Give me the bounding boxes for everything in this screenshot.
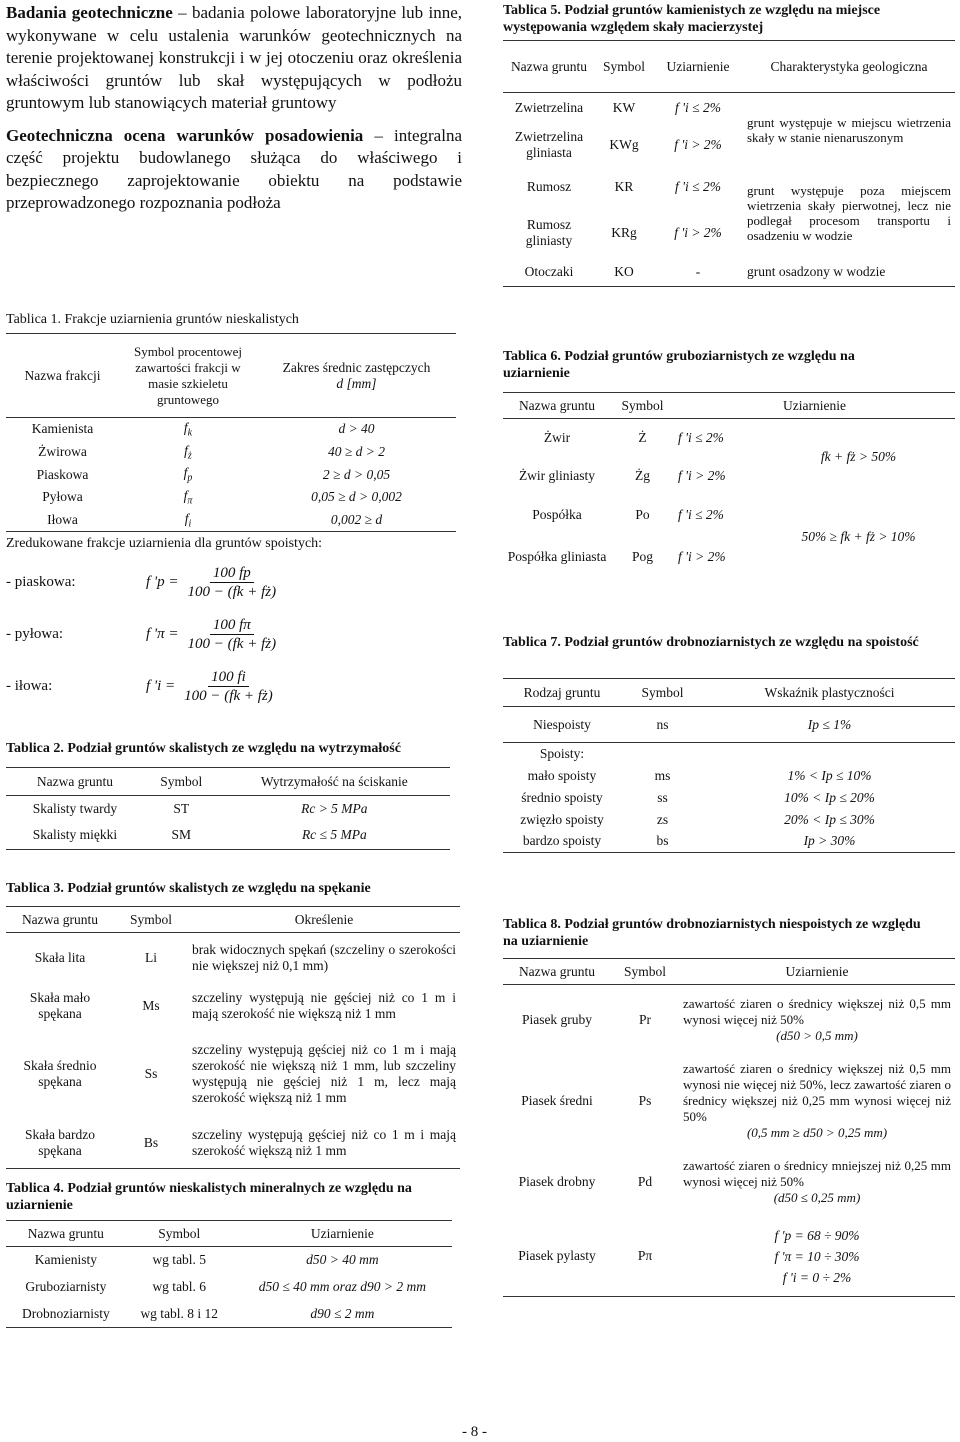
term-badania: Badania geotechniczne (6, 3, 173, 22)
table1-cell: 2 ≥ d > 0,05 (322, 466, 391, 482)
table-row (503, 259, 955, 287)
formula-denominator: 100 − (fk + fż) (187, 583, 277, 600)
table6-cell: Żwir gliniasty (518, 467, 596, 483)
formula-label: - pyłowa: (6, 625, 64, 642)
table4-header-symbol: Symbol (126, 1221, 233, 1247)
table6-header-name: Nazwa gruntu (503, 393, 611, 419)
intro-text (6, 2, 462, 215)
table8-caption-text: Tablica 8. Podział gruntów drobnoziarnistych niespoistych ze względu na uziarnienie (503, 917, 921, 949)
table-row (6, 1119, 460, 1169)
table7-cell: Ip ≤ 1% (704, 707, 955, 743)
table4-cell: d50 > 40 mm (306, 1252, 379, 1268)
table8-cell: Pπ (611, 1217, 679, 1297)
table2-header-symbol: Symbol (144, 768, 219, 796)
table-row (503, 787, 955, 809)
formula-label: - iłowa: (6, 677, 53, 694)
intro-paragraph-2 (6, 125, 462, 215)
table7-cell: 10% < Ip ≤ 20% (784, 789, 875, 805)
table4-cell: Drobnoziarnisty (6, 1301, 126, 1328)
table1-cell: d > 40 (338, 421, 375, 437)
table3-header-desc: Określenie (188, 907, 460, 933)
table3-cell: Skała lita (34, 949, 86, 965)
table7-cell: bardzo spoisty (503, 831, 621, 853)
table7-cell: 1% < Ip ≤ 10% (787, 767, 872, 783)
table5-cell: f 'i ≤ 2% (675, 99, 721, 115)
table-row (503, 93, 955, 123)
table7-cell: mało spoisty (527, 767, 597, 783)
table-row (6, 1274, 452, 1301)
table2 (6, 767, 450, 850)
table1-symbol-sub: p (187, 473, 193, 485)
formula-denominator: 100 − (fk + fż) (184, 687, 273, 704)
table4-header-grain: Uziarnienie (233, 1221, 452, 1247)
table6 (503, 392, 955, 579)
table1-symbol-base: f (183, 465, 188, 481)
table7-cell: bs (621, 831, 704, 853)
table5-cell: KWg (609, 136, 639, 152)
table1-symbol (119, 509, 257, 532)
table5-cell: Rumosz (526, 178, 572, 194)
table5-cell: Otoczaki (503, 259, 595, 287)
table1-caption: Tablica 1. Frakcje uziarnienia gruntów nieskalistych (6, 312, 299, 327)
table8-desc: zawartość ziaren o średnicy większej niż 0,5 mm wynosi więcej niż 50% (683, 995, 951, 1027)
table8-cell: Piasek średni (521, 1092, 593, 1108)
table8-cell: Pd (637, 1173, 653, 1189)
table5-geology-1: grunt występuje w miejscu wietrzenia skały w stanie nienaruszonym (747, 114, 951, 145)
table1-cell: 40 ≥ d > 2 (327, 444, 386, 460)
table7 (503, 678, 955, 853)
table4-cell: Gruboziarnisty (25, 1279, 107, 1294)
table5-cell: Zwietrzelina gliniasta (514, 128, 584, 160)
table-row (6, 1247, 452, 1274)
formula-fraction (185, 564, 280, 601)
table8-body (503, 985, 955, 1217)
reduced-formulas (6, 556, 446, 712)
table1-symbol-base: f (184, 510, 189, 526)
table-row (503, 1217, 955, 1297)
table-row (503, 831, 955, 853)
table1-symbol-sub: π (187, 495, 193, 507)
table3-cell: brak widocznych spękań (szczeliny o szerokości nie większej niż 0,1 mm) (192, 941, 456, 973)
table1-symbol-sub: k (187, 427, 193, 439)
table6-cell: f 'i ≤ 2% (678, 506, 724, 522)
table7-header-symbol: Symbol (621, 679, 704, 707)
table2-cell: SM (144, 822, 219, 850)
table-row (503, 707, 955, 743)
table2-cell: Rc > 5 MPa (301, 800, 368, 816)
table5-cell: KO (595, 259, 653, 287)
table5-cell: f 'i > 2% (674, 224, 722, 240)
table8-cell (679, 1147, 955, 1217)
table4-cell: wg tabl. 6 (152, 1279, 207, 1294)
table-row (503, 809, 955, 831)
table6-cell: Żwir (543, 429, 571, 445)
table5-header-grain: Uziarnienie (653, 41, 743, 93)
table2-caption-text: Tablica 2. Podział gruntów skalistych ze względu na wytrzymałość (6, 741, 401, 756)
table3-cell: szczeliny występują nie gęściej niż co 1 m i mają szerokość nie większą niż 1 mm (192, 989, 456, 1021)
table5-cell: Rumosz gliniasty (525, 216, 573, 248)
table7-spoisty-label: Spoisty: (539, 745, 585, 761)
table1-symbol (119, 463, 257, 486)
table7-caption-text: Tablica 7. Podział gruntów drobnoziarnistych ze względu na spoistość (503, 635, 919, 650)
table6-header-grain: Uziarnienie (674, 393, 955, 419)
table1-cell: Żwirowa (38, 444, 87, 460)
table8-cell: Pr (638, 1011, 651, 1027)
formula-fraction (185, 616, 280, 653)
table1-cell: 0,002 ≥ d (257, 509, 456, 532)
table1-symbol-sub: ż (187, 450, 192, 462)
table4-cell: d50 ≤ 40 mm oraz d90 > 2 mm (258, 1279, 427, 1294)
formula-numerator: 100 fp (210, 564, 254, 583)
table6-cell: Pospółka gliniasta (507, 548, 607, 564)
table5-header-symbol: Symbol (595, 41, 653, 93)
formula-lhs: f 'π = (146, 625, 179, 642)
table6-cell: Pog (631, 548, 653, 564)
table3-header-symbol: Symbol (114, 907, 188, 933)
table1-symbol-base: f (183, 488, 188, 504)
table3-body (6, 933, 460, 1169)
table-row (503, 167, 955, 207)
table-row (503, 765, 955, 787)
table3-cell: Skała bardzo spękana (6, 1119, 114, 1169)
table-row (503, 495, 955, 535)
table1-cell: Iłowa (6, 509, 119, 532)
table-row (503, 419, 955, 457)
table4-cell: wg tabl. 8 i 12 (126, 1301, 233, 1328)
table8-pylasty-line: f 'i = 0 ÷ 2% (782, 1269, 852, 1285)
table1-symbol (119, 441, 257, 464)
table6-cell: Ż (638, 429, 647, 445)
table5-cell: KW (612, 99, 636, 115)
table8-cell: Ps (638, 1092, 652, 1108)
table-row (6, 796, 450, 822)
table1-symbol-sub: i (188, 518, 192, 530)
table3-cell: Ss (144, 1065, 158, 1081)
table5-caption-text: Tablica 5. Podział gruntów kamienistych ze względu na miejsce występowania względem skały macierzystej (503, 3, 881, 35)
table3-caption-text: Tablica 3. Podział gruntów skalistych ze względu na spękanie (6, 881, 371, 896)
table3 (6, 906, 460, 1169)
table7-header-type: Rodzaj gruntu (503, 679, 621, 707)
table8-header-name: Nazwa gruntu (503, 959, 611, 985)
table3-cell: szczeliny występują gęściej niż co 1 m i mają szerokość nie większą niż 1 mm, lub szczeliny występują nie gęściej niż 1 m, lecz mają szerokość większą niż 1 mm (192, 1041, 456, 1105)
table2-cell: Rc ≤ 5 MPa (219, 822, 450, 850)
table1-cell: 0,05 ≥ d > 0,002 (311, 489, 402, 505)
formula-numerator: 100 fπ (210, 616, 254, 635)
table4-caption (6, 1180, 456, 1214)
page-number: - 8 - (462, 1424, 487, 1440)
table8-pylasty-line: f 'p = 68 ÷ 90% (774, 1227, 860, 1243)
table4-cell: Kamienisty (34, 1252, 97, 1268)
table3-cell: Bs (114, 1119, 188, 1169)
table6-condition-2: 50% ≥ fk + fż > 10% (801, 528, 916, 544)
table-row (6, 1029, 460, 1119)
table8 (503, 958, 955, 1297)
table8-cell (679, 1055, 955, 1147)
table8-cell: Piasek pylasty (503, 1217, 611, 1297)
formula-numerator: 100 fi (208, 668, 249, 687)
table6-caption-text: Tablica 6. Podział gruntów gruboziarnistych ze względu na uziarnienie (503, 349, 855, 381)
table7-cell: 20% < Ip ≤ 30% (784, 811, 875, 827)
table7-cell: ss (657, 789, 668, 805)
table4-cell: wg tabl. 5 (152, 1252, 207, 1268)
table1-header-range (257, 334, 456, 418)
table1-symbol (119, 418, 257, 441)
table-row (503, 985, 955, 1055)
table3-cell: Li (145, 949, 157, 965)
formula-row (6, 608, 446, 660)
table1-symbol-base: f (183, 420, 188, 435)
table6-caption (503, 348, 923, 382)
table8-desc: zawartość ziaren o średnicy większej niż 0,5 mm wynosi nie więcej niż 50%, lecz zawartość ziaren o średnicy większej niż 0,25 mm wynosi więcej niż 50% (683, 1060, 951, 1124)
table7-cell: zwięzło spoisty (520, 811, 604, 827)
table7-cell: ms (654, 767, 671, 783)
formula-lhs: f 'p = (146, 573, 179, 590)
table1-cell: Kamienista (31, 421, 94, 437)
formula-row (6, 556, 446, 608)
table-row (503, 1055, 955, 1147)
table-row (6, 441, 456, 464)
table5-cell: Zwietrzelina (514, 99, 584, 115)
table1-header-name: Nazwa frakcji (6, 334, 119, 418)
formula-label: - piaskowa: (6, 573, 76, 590)
reduced-title: Zredukowane frakcje uziarnienia dla gruntów spoistych: (6, 536, 323, 551)
table8-header-symbol: Symbol (611, 959, 679, 985)
table6-cell: f 'i > 2% (678, 548, 726, 564)
table5-cell: KRg (611, 224, 637, 240)
table-row (6, 933, 460, 983)
table1-symbol-base: f (184, 442, 188, 458)
table8-cell (679, 1217, 955, 1297)
table8-range: (d50 ≤ 0,25 mm) (773, 1189, 861, 1205)
formula-denominator: 100 − (fk + fż) (187, 635, 277, 652)
table-row (503, 1147, 955, 1217)
table7-caption (503, 634, 923, 651)
table2-header-strength: Wytrzymałość na ściskanie (219, 768, 450, 796)
table1-header-symbol: Symbol procentowej zawartości frakcji w masie szkieletu gruntowego (119, 334, 257, 418)
table6-condition-1: fk + fż > 50% (820, 448, 897, 464)
table-row (6, 822, 450, 850)
table4-cell: d90 ≤ 2 mm (233, 1301, 452, 1328)
table6-header-symbol: Symbol (611, 393, 674, 419)
table4-header-name: Nazwa gruntu (6, 1221, 126, 1247)
table-row (6, 463, 456, 486)
table7-cell: Ip > 30% (704, 831, 955, 853)
table8-cell: Piasek gruby (521, 1011, 593, 1027)
table7-cell: ns (621, 707, 704, 743)
table2-caption (6, 740, 401, 757)
table5-header-name: Nazwa gruntu (503, 41, 595, 93)
table1 (6, 333, 456, 532)
table1-header-range-unit: d [mm] (336, 375, 377, 391)
table5-cell: - (653, 259, 743, 287)
table7-cell: Niespoisty (503, 707, 621, 743)
table8-caption (503, 916, 923, 950)
term-ocena: Geotechniczna ocena warunków posadowienia (6, 125, 364, 145)
table5-geology-2: grunt występuje poza miejscem wietrzenia skały pierwotnej, lecz nie podlegał procesom transportu i osadzeniu w wodzie (747, 182, 951, 243)
table7-cell: zs (656, 811, 669, 827)
table7-header-index: Wskaźnik plastyczności (704, 679, 955, 707)
table6-cell: Żg (635, 467, 650, 483)
table-row (6, 509, 456, 532)
definition-badania: – badania polowe laboratoryjne lub inne, wykonywane w celu ustalenia warunków geotechnicznych na terenie projektowanej konstrukcji i w jej otoczeniu oraz określenia właściwości gruntów lub skał występujących w podłożu gruntowym lub stanowiących materiał gruntowy (6, 3, 462, 112)
table3-caption (6, 880, 371, 897)
table5 (503, 40, 955, 287)
table5-header-geology: Charakterystyka geologiczna (743, 41, 955, 93)
table1-body (6, 418, 456, 532)
table1-symbol (119, 486, 257, 509)
table-row (503, 743, 955, 765)
table3-cell: szczeliny występują gęściej niż co 1 m i mają szerokość większą niż 1 mm (188, 1119, 460, 1169)
table5-geology-3: grunt osadzony w wodzie (743, 259, 955, 287)
intro-paragraph-1 (6, 2, 462, 115)
table5-cell: KR (614, 178, 634, 194)
table6-cell: f 'i > 2% (678, 467, 726, 483)
table5-cell: f 'i > 2% (674, 136, 722, 152)
table4 (6, 1220, 452, 1328)
table1-cell: Piaskowa (36, 466, 89, 482)
table5-caption (503, 2, 953, 36)
table8-desc: zawartość ziaren o średnicy mniejszej niż 0,25 mm wynosi więcej niż 50% (683, 1157, 951, 1189)
table3-header-name: Nazwa gruntu (6, 907, 114, 933)
table1-header-range-label: Zakres średnic zastępczych (282, 359, 431, 375)
table3-cell: Skała średnio spękana (23, 1057, 97, 1089)
table4-caption-text: Tablica 4. Podział gruntów nieskalistych mineralnych ze względu na uziarnienie (6, 1181, 412, 1213)
table1-cell: Pyłowa (42, 489, 83, 505)
formula-fraction (181, 668, 276, 705)
table7-cell: średnio spoisty (521, 789, 603, 805)
table2-cell: ST (173, 800, 190, 816)
table6-cell: Pospółka (532, 506, 582, 522)
table3-cell: Ms (142, 997, 160, 1013)
table6-cell: f 'i ≤ 2% (678, 429, 724, 445)
table2-header-name: Nazwa gruntu (6, 768, 144, 796)
table7-body (503, 765, 955, 853)
table8-cell: Piasek drobny (518, 1173, 596, 1189)
table6-cell: Po (635, 506, 650, 522)
formula-row (6, 660, 446, 712)
definition-ocena: – integralna część projektu budowlanego służąca do właściwego i bezpiecznego zaprojektowanie obiektu na podstawie przeprowadzonego rozpoznania podłoża (6, 125, 462, 212)
table2-cell: Skalisty miękki (6, 822, 144, 850)
table8-cell (679, 985, 955, 1055)
table-row (6, 1301, 452, 1328)
table5-cell: f 'i ≤ 2% (675, 178, 721, 194)
table8-pylasty-line: f 'π = 10 ÷ 30% (774, 1248, 860, 1264)
table-row (6, 418, 456, 441)
table3-cell: Skała mało spękana (29, 989, 91, 1021)
table8-range: (0,5 mm ≥ d50 > 0,25 mm) (746, 1124, 888, 1140)
table-row (6, 486, 456, 509)
table-row (6, 983, 460, 1029)
table4-body (6, 1247, 452, 1328)
table2-cell: Skalisty twardy (32, 800, 118, 816)
table8-header-grain: Uziarnienie (679, 959, 955, 985)
table8-range: (d50 > 0,5 mm) (776, 1027, 858, 1043)
formula-lhs: f 'i = (146, 677, 176, 694)
